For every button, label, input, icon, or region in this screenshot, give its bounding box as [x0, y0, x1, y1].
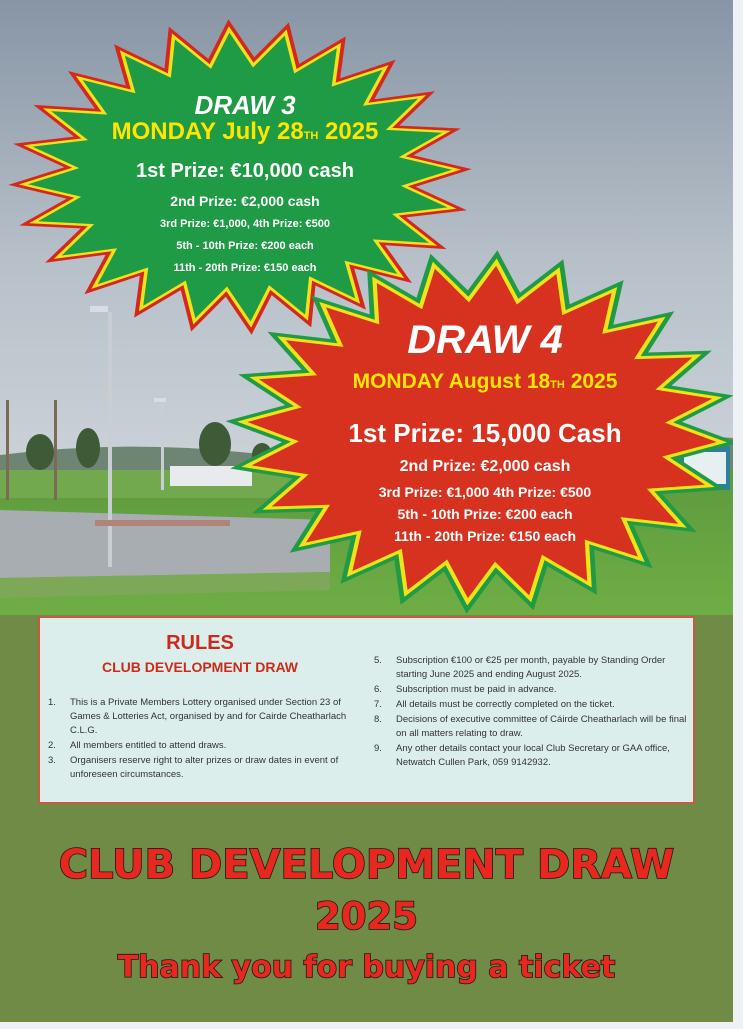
draw3-second-prize: 2nd Prize: €2,000 cash: [170, 193, 320, 209]
rules-title: RULES: [166, 632, 234, 654]
draw4-first-prize: 1st Prize: 15,000 Cash: [348, 418, 622, 448]
rules-box: [38, 616, 695, 804]
rule-item: 1. This is a Private Members Lottery organised under Section 23 of Games & Lotteries Act, organised by and for Cairde Cheatharlach C.L.G.: [48, 697, 347, 736]
draw3-date: MONDAY July 28TH 2025: [111, 118, 379, 145]
draw3-first-prize: 1st Prize: €10,000 cash: [136, 160, 354, 182]
rule-item: 2. All members entitled to attend draws.: [48, 740, 227, 751]
draw3-eleventh-twentieth-prize: 11th - 20th Prize: €150 each: [173, 262, 317, 274]
page-edge-bottom: [0, 1022, 743, 1029]
rule-item: 5. Subscription €100 or €25 per month, payable by Standing Order starting June 2025 and ending August 2025.: [374, 655, 666, 680]
draw3-third-fourth-prize: 3rd Prize: €1,000, 4th Prize: €500: [160, 218, 330, 230]
draw4-eleventh-twentieth-prize: 11th - 20th Prize: €150 each: [393, 528, 577, 544]
draw4-second-prize: 2nd Prize: €2,000 cash: [399, 458, 571, 475]
footer-thank-you: Thank you for buying a ticket: [117, 950, 616, 985]
draw4-title: DRAW 4: [407, 318, 563, 362]
rule-item: 7. All details must be correctly completed on the ticket.: [374, 699, 615, 710]
rules-subtitle: CLUB DEVELOPMENT DRAW: [102, 659, 298, 675]
rule-item: 8. Decisions of executive committee of Cáirde Cheatharlach will be final on all matters relating to draw.: [374, 714, 687, 739]
draw4-third-fourth-prize: 3rd Prize: €1,000 4th Prize: €500: [378, 484, 592, 500]
footer-title: CLUB DEVELOPMENT DRAW: [58, 842, 675, 888]
draw3-fifth-tenth-prize: 5th - 10th Prize: €200 each: [176, 240, 314, 252]
page-edge-right: [733, 0, 743, 1029]
rule-item: 3. Organisers reserve right to alter prizes or draw dates in event of unforeseen circumstances.: [48, 755, 339, 780]
rules-left-list: [44, 696, 364, 783]
rules-right-list: [370, 654, 690, 771]
draw3-title: DRAW 3: [194, 90, 296, 120]
footer-year: 2025: [315, 895, 418, 938]
draw4-fifth-tenth-prize: 5th - 10th Prize: €200 each: [397, 506, 573, 522]
rule-item: 6. Subscription must be paid in advance.: [374, 684, 557, 695]
rule-item: 9. Any other details contact your local Club Secretary or GAA office, Netwatch Cullen Park, 059 9142932.: [374, 743, 670, 768]
draw4-date: MONDAY August 18TH 2025: [352, 370, 618, 393]
